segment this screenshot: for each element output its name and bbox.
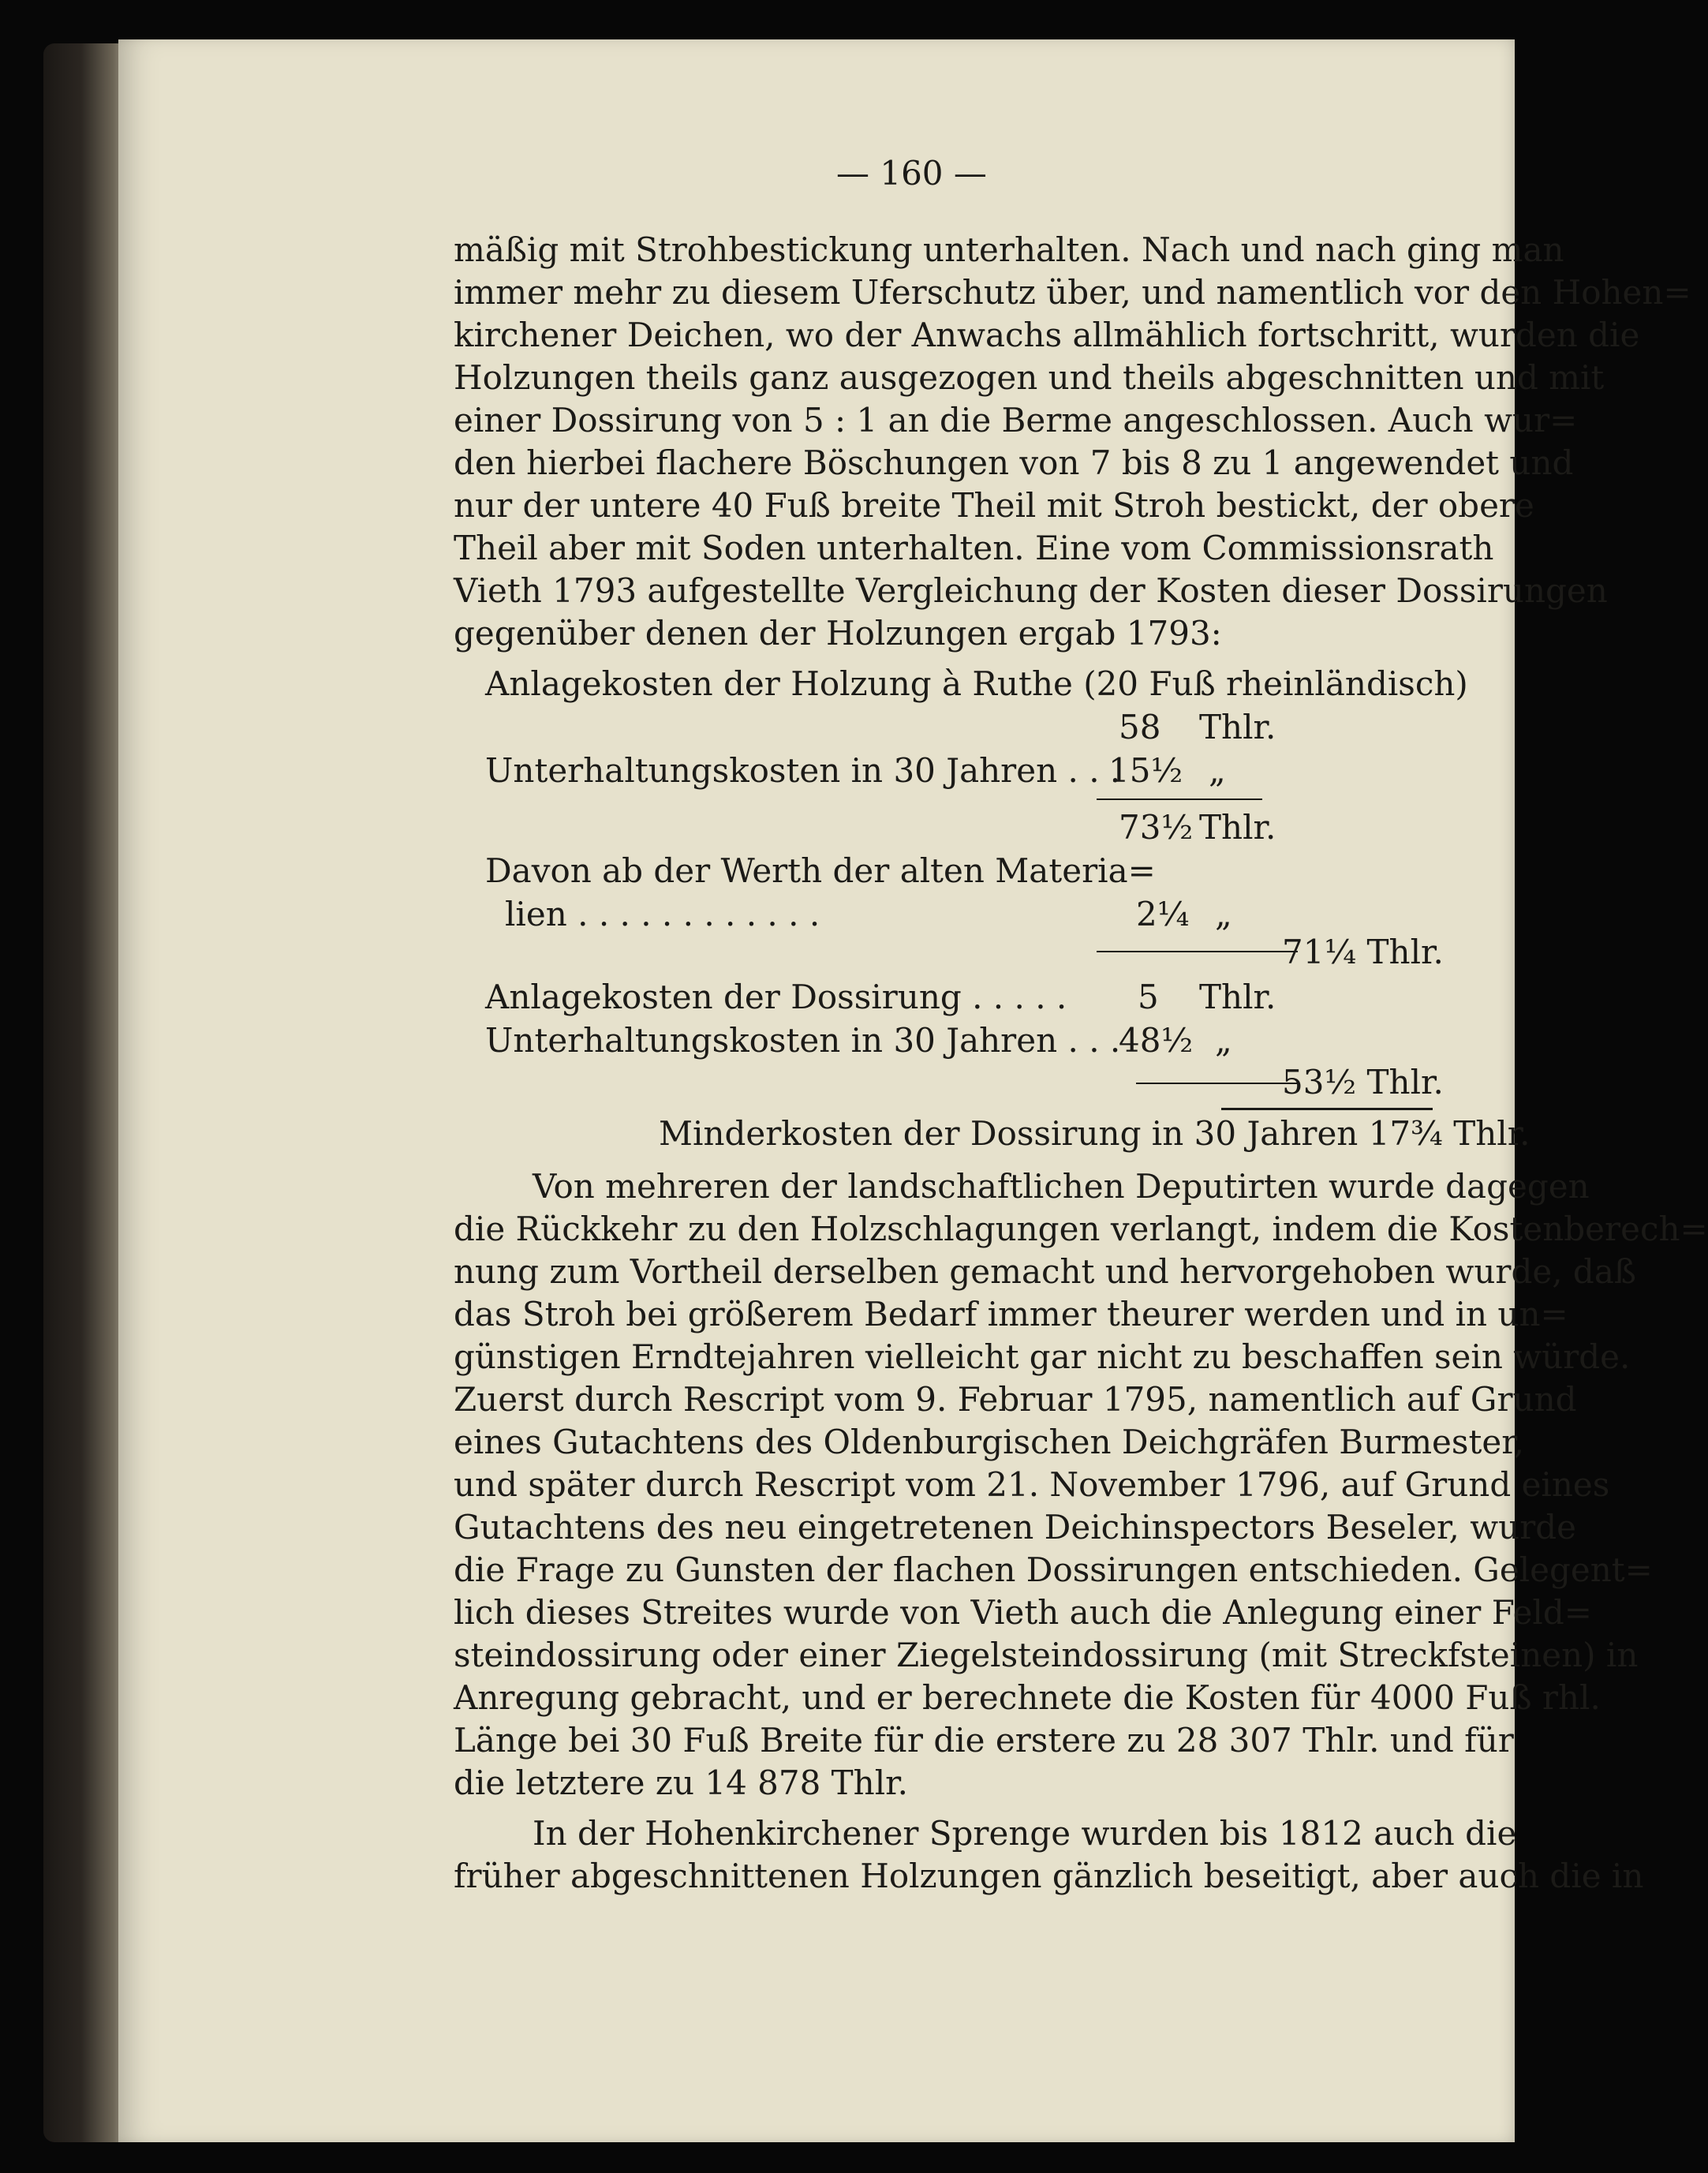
- account-unit: Thlr.: [1199, 808, 1276, 847]
- account-total: 53½ Thlr.: [1282, 1063, 1444, 1101]
- text-line: Gutachtens des neu eingetretenen Deichinspectors Beseler, wurde: [454, 1508, 1577, 1547]
- sum-rule: [1097, 799, 1262, 800]
- text-line: und später durch Rescript vom 21. November 1796, auf Grund eines: [454, 1465, 1610, 1504]
- text-line: Zuerst durch Rescript vom 9. Februar 1795, namentlich auf Grund: [454, 1380, 1577, 1419]
- account-unit: Thlr.: [1199, 708, 1276, 746]
- account-label: Anlagekosten der Dossirung . . . . .: [485, 978, 1067, 1016]
- account-line-1: Anlagekosten der Holzung à Ruthe (20 Fuß rheinländisch): [485, 664, 1468, 703]
- sum-rule: [1097, 951, 1298, 952]
- text-line: früher abgeschnittenen Holzungen gänzlich beseitigt, aber auch die in: [454, 1857, 1644, 1895]
- account-label: Davon ab der Werth der alten Materia=: [485, 851, 1156, 890]
- text-line: den hierbei flachere Böschungen von 7 bis 8 zu 1 angewendet und: [454, 443, 1574, 482]
- paragraph-1: [454, 229, 1691, 655]
- paragraph-2: [454, 1165, 1708, 1805]
- account-unit: „: [1209, 751, 1226, 790]
- text-line: Theil aber mit Soden unterhalten. Eine vom Commissionsrath: [454, 529, 1494, 567]
- text-line: steindossirung oder einer Ziegelsteindossirung (mit Streckfsteinen) in: [454, 1636, 1639, 1674]
- text-line: nung zum Vortheil derselben gemacht und hervorgehoben wurde, daß: [454, 1252, 1636, 1291]
- account-value: 48½: [1119, 1021, 1194, 1060]
- paragraph-3: [454, 1812, 1644, 1898]
- text-line: die Rückkehr zu den Holzschlagungen verlangt, indem die Kostenberech=: [454, 1210, 1708, 1248]
- text-line: Länge bei 30 Fuß Breite für die erstere zu 28 307 Thlr. und für: [454, 1721, 1514, 1760]
- text-line: In der Hohenkirchener Sprenge wurden bis 1812 auch die: [533, 1814, 1517, 1853]
- total-rule: [1221, 1108, 1433, 1110]
- account-summary: Minderkosten der Dossirung in 30 Jahren 17¾ Thlr.: [659, 1114, 1530, 1153]
- text-line: die Frage zu Gunsten der flachen Dossirungen entschieden. Gelegent=: [454, 1550, 1653, 1589]
- account-unit: Thlr.: [1199, 978, 1276, 1016]
- text-line: mäßig mit Strohbestickung unterhalten. Nach und nach ging man: [454, 230, 1564, 269]
- account-unit: „: [1215, 895, 1232, 933]
- page-number: — 160 —: [836, 154, 987, 193]
- text-line: Anregung gebracht, und er berechnete die Kosten für 4000 Fuß rhl.: [454, 1678, 1601, 1717]
- account-unit: „: [1215, 1021, 1232, 1060]
- account-value: 5: [1138, 978, 1159, 1016]
- account-value: 73½: [1119, 808, 1194, 847]
- text-line: kirchener Deichen, wo der Anwachs allmählich fortschritt, wurden die: [454, 316, 1640, 354]
- account-value: 2¼: [1136, 895, 1190, 933]
- text-line: gegenüber denen der Holzungen ergab 1793:: [454, 614, 1222, 653]
- text-line: eines Gutachtens des Oldenburgischen Deichgräfen Burmester,: [454, 1423, 1525, 1461]
- text-line: günstigen Erndtejahren vielleicht gar nicht zu beschaffen sein würde.: [454, 1337, 1631, 1376]
- account-total: 71¼ Thlr.: [1282, 933, 1444, 971]
- text-line: Vieth 1793 aufgestellte Vergleichung der Kosten dieser Dossirungen: [454, 571, 1608, 610]
- account-value: 15½: [1108, 751, 1183, 790]
- text-line: das Stroh bei größerem Bedarf immer theurer werden und in un=: [454, 1295, 1568, 1333]
- sum-rule: [1136, 1083, 1298, 1084]
- text-line: die letztere zu 14 878 Thlr.: [454, 1763, 908, 1802]
- text-line: Von mehreren der landschaftlichen Deputirten wurde dagegen: [533, 1167, 1590, 1206]
- account-label: lien . . . . . . . . . . . .: [505, 895, 820, 933]
- text-line: Holzungen theils ganz ausgezogen und theils abgeschnitten und mit: [454, 358, 1605, 397]
- account-label: Unterhaltungskosten in 30 Jahren . . .: [485, 751, 1121, 790]
- text-line: lich dieses Streites wurde von Vieth auch die Anlegung einer Feld=: [454, 1593, 1592, 1632]
- text-line: immer mehr zu diesem Uferschutz über, und namentlich vor den Hohen=: [454, 273, 1691, 312]
- text-line: nur der untere 40 Fuß breite Theil mit Stroh bestickt, der obere: [454, 486, 1534, 525]
- account-label: Unterhaltungskosten in 30 Jahren . . .: [485, 1021, 1121, 1060]
- account-value: 58: [1119, 708, 1161, 746]
- text-line: einer Dossirung von 5 : 1 an die Berme angeschlossen. Auch wur=: [454, 401, 1578, 439]
